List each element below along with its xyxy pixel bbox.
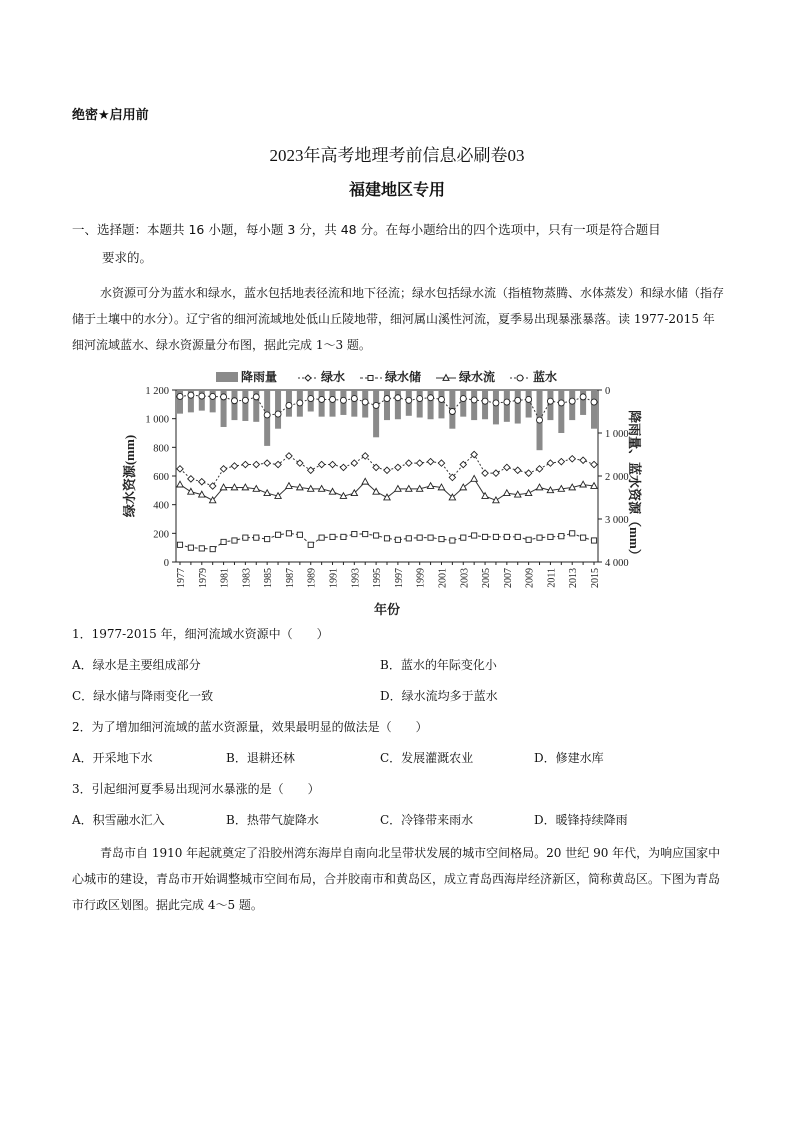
question-2-stem: 2．为了增加细河流域的蓝水资源量，效果最明显的做法是（ ）	[72, 720, 428, 734]
section-line-1: 一、选择题：本题共 16 小题，每小题 3 分，共 48 分。在每小题给出的四个选项中，只有一项是符合题目	[72, 222, 661, 237]
green-water-storage-point	[559, 534, 564, 539]
green-water-storage-point	[275, 532, 280, 537]
green-water-flow-point	[580, 481, 586, 487]
x-axis-tick-label: 1995	[372, 568, 384, 588]
blue-water-point	[438, 396, 444, 402]
blue-water-point	[188, 392, 194, 398]
green-water-storage-point	[384, 536, 389, 541]
green-water-point	[253, 461, 259, 467]
blue-water-point	[558, 400, 564, 406]
green-water-flow-point	[286, 483, 292, 489]
left-axis-tick-label: 600	[153, 472, 169, 483]
green-water-point	[395, 464, 401, 470]
blue-water-point	[384, 396, 390, 402]
green-water-flow-point	[395, 486, 401, 492]
left-axis-tick-label: 1 200	[145, 386, 169, 397]
green-water-flow-point	[177, 481, 183, 487]
green-water-storage-point	[537, 535, 542, 540]
green-water-storage-point	[308, 542, 313, 547]
left-axis-tick-label: 800	[153, 443, 169, 455]
green-water-flow-point	[504, 490, 510, 496]
q3-option-d[interactable]: D．暖锋持续降雨	[534, 813, 628, 827]
x-axis-tick-label: 1987	[284, 568, 296, 588]
green-water-storage-point	[297, 532, 302, 537]
q1-option-c[interactable]: C．绿水储与降雨变化一致	[72, 689, 214, 703]
rainfall-bar	[330, 390, 336, 417]
legend-blue-water-label: 蓝水	[533, 370, 558, 384]
rainfall-bar	[417, 390, 423, 418]
q3-option-a[interactable]: A．积雪融水汇入	[72, 813, 165, 827]
q2-option-a[interactable]: A．开采地下水	[72, 751, 153, 765]
green-water-storage-point	[374, 533, 379, 538]
green-water-storage-point	[570, 531, 575, 536]
rainfall-bar	[231, 390, 237, 420]
question-3-stem: 3．引起细河夏季易出现河水暴涨的是（ ）	[72, 782, 320, 796]
blue-water-point	[231, 398, 237, 404]
green-water-point	[591, 461, 597, 467]
green-water-flow-point	[362, 478, 368, 484]
green-water-storage-point	[210, 547, 215, 552]
blue-water-point	[460, 396, 466, 402]
x-axis-tick-label: 2005	[481, 568, 493, 588]
green-water-storage-point	[265, 536, 270, 541]
green-water-storage-point	[395, 537, 400, 542]
left-axis-tick-label: 0	[163, 558, 169, 569]
green-water-storage-point	[286, 531, 291, 536]
x-axis-tick-label: 1979	[197, 568, 209, 588]
green-water-storage-point	[363, 531, 368, 536]
green-water-storage-point	[461, 535, 466, 540]
x-axis-tick-label: 1981	[219, 568, 231, 588]
q1-option-b[interactable]: B．蓝水的年际变化小	[380, 658, 497, 672]
blue-water-point	[417, 396, 423, 402]
q1-option-d[interactable]: D．绿水流均多于蓝水	[380, 689, 498, 703]
x-axis-tick-label: 1989	[306, 568, 318, 588]
green-water-point	[242, 461, 248, 467]
green-water-flow-point	[525, 490, 531, 496]
green-water-point	[493, 470, 499, 476]
green-water-point	[362, 453, 368, 459]
green-water-storage-point	[581, 535, 586, 540]
x-axis-tick-label: 1997	[393, 568, 405, 588]
green-water-point	[188, 476, 194, 482]
left-axis-tick-label: 400	[153, 500, 169, 512]
x-axis-label: 年份	[373, 602, 401, 617]
blue-water-point	[199, 393, 205, 399]
green-water-storage-point	[526, 537, 531, 542]
q2-option-d[interactable]: D．修建水库	[534, 751, 604, 765]
green-water-flow-point	[318, 486, 324, 492]
q1-option-a[interactable]: A．绿水是主要组成部分	[72, 658, 201, 672]
right-axis-tick-label: 0	[605, 386, 611, 397]
green-water-storage-point	[504, 534, 509, 539]
exam-title: 2023年高考地理考前信息必刷卷03	[269, 146, 525, 165]
blue-water-point	[308, 396, 314, 402]
blue-water-point	[537, 417, 543, 423]
question-1-stem: 1．1977-2015 年，细河流域水资源中（ ）	[72, 627, 329, 641]
rainfall-bar	[242, 390, 248, 421]
blue-water-point	[340, 397, 346, 403]
legend-green-water-marker	[305, 375, 311, 381]
green-water-point	[406, 460, 412, 466]
x-axis-tick-label: 1999	[415, 568, 427, 588]
blue-water-point	[210, 393, 216, 399]
green-water-flow-point	[384, 494, 390, 500]
water-resources-chart	[120, 366, 640, 622]
green-water-storage-point	[428, 535, 433, 540]
green-water-point	[220, 466, 226, 472]
green-water-storage-point	[591, 538, 596, 543]
green-water-storage-point	[450, 538, 455, 543]
rainfall-bar	[471, 390, 477, 420]
green-water-point	[384, 467, 390, 473]
x-axis-tick-label: 2015	[590, 568, 601, 588]
blue-water-point	[406, 397, 412, 403]
green-water-storage-point	[319, 535, 324, 540]
green-water-storage-point	[406, 536, 411, 541]
green-water-storage-point	[341, 534, 346, 539]
blue-water-point	[242, 397, 248, 403]
left-axis-tick-label: 200	[153, 529, 169, 541]
green-water-point	[515, 467, 521, 473]
section-heading	[72, 216, 724, 272]
green-water-storage-point	[188, 545, 193, 550]
confidential-label: 绝密★启用前	[72, 108, 149, 123]
green-water-flow-point	[460, 484, 466, 490]
green-water-point	[558, 458, 564, 464]
blue-water-point	[330, 396, 336, 402]
x-axis-tick-label: 1991	[328, 568, 340, 588]
green-water-storage-point	[515, 534, 520, 539]
green-water-flow-point	[188, 488, 194, 494]
rainfall-bar	[515, 390, 521, 424]
green-water-storage-point	[243, 535, 248, 540]
green-water-point	[264, 460, 270, 466]
green-water-point	[438, 460, 444, 466]
x-axis-tick-label: 2003	[459, 568, 471, 588]
green-water-storage-point	[352, 531, 357, 536]
blue-water-point	[547, 398, 553, 404]
green-water-storage-point	[548, 534, 553, 539]
x-axis-tick-label: 2013	[568, 568, 580, 588]
rainfall-bar	[373, 390, 379, 437]
green-water-storage-point	[330, 534, 335, 539]
blue-water-point	[373, 402, 379, 408]
green-water-storage-point	[493, 534, 498, 539]
right-axis-tick-label: 3 000	[605, 515, 629, 526]
left-axis-tick-label: 1 000	[145, 414, 169, 426]
rainfall-bar	[275, 390, 281, 429]
green-water-point	[427, 458, 433, 464]
green-water-flow-point	[406, 486, 412, 492]
green-water-storage-point	[482, 534, 487, 539]
blue-water-point	[286, 402, 292, 408]
green-water-point	[297, 460, 303, 466]
green-water-point	[504, 464, 510, 470]
green-water-point	[177, 466, 183, 472]
blue-water-point	[515, 397, 521, 403]
blue-water-point	[221, 394, 227, 400]
blue-water-point	[471, 397, 477, 403]
blue-water-point	[493, 400, 499, 406]
green-water-point	[340, 464, 346, 470]
green-water-point	[580, 457, 586, 463]
section-line-2: 要求的。	[102, 250, 153, 265]
x-axis-tick-label: 1983	[241, 568, 253, 588]
green-water-point	[308, 467, 314, 473]
green-water-point	[318, 461, 324, 467]
right-axis-tick-label: 2 000	[605, 472, 629, 483]
blue-water-point	[526, 396, 532, 402]
q3-option-b[interactable]: B．热带气旋降水	[226, 813, 319, 827]
left-axis-label: 绿水资源(mm)	[122, 434, 137, 518]
rainfall-bar	[460, 390, 466, 417]
green-water-flow-point	[427, 483, 433, 489]
green-water-storage-point	[177, 542, 182, 547]
legend-green-water-label: 绿水	[321, 370, 346, 384]
green-water-flow-point	[471, 475, 477, 481]
green-water-point	[329, 461, 335, 467]
right-axis-tick-label: 1 000	[605, 429, 629, 440]
green-water-point	[525, 470, 531, 476]
passage-qingdao: 青岛市自 1910 年起就奠定了沿胶州湾东海岸自南向北呈带状发展的城市空间格局。20 世纪 90 年代，为响应国家中心城市的建设，青岛市开始调整城市空间布局，合并胶南市和黄岛区，成立青岛西海岸经济新区，简称黄岛区。下图为青岛市行政区划图。据此完成 4～5 题。	[72, 846, 721, 912]
x-axis-tick-label: 2007	[502, 568, 514, 588]
rainfall-bar	[319, 390, 325, 417]
exam-subtitle: 福建地区专用	[348, 180, 445, 199]
q2-option-c[interactable]: C．发展灌溉农业	[380, 751, 474, 765]
right-axis-tick-label: 4 000	[605, 558, 629, 569]
blue-water-point	[482, 398, 488, 404]
blue-water-point	[362, 399, 368, 405]
green-water-point	[231, 463, 237, 469]
q2-option-b[interactable]: B．退耕还林	[226, 751, 295, 765]
green-water-storage-point	[472, 533, 477, 538]
x-axis-tick-label: 2011	[546, 568, 558, 588]
rainfall-bar	[351, 390, 357, 417]
blue-water-point	[177, 393, 183, 399]
x-axis-tick-label: 1977	[176, 568, 187, 588]
green-water-point	[482, 470, 488, 476]
blue-water-point	[253, 394, 259, 400]
rainfall-bar	[493, 390, 499, 424]
blue-water-point	[395, 395, 401, 401]
green-water-point	[351, 460, 357, 466]
x-axis-tick-label: 1985	[263, 568, 275, 588]
blue-water-point	[264, 412, 270, 418]
legend-green-storage-marker	[368, 376, 373, 381]
blue-water-point	[449, 409, 455, 415]
green-water-storage-point	[221, 539, 226, 544]
right-axis-label: 降雨量、蓝水资源（mm）	[627, 410, 642, 562]
rainfall-bar	[384, 390, 390, 420]
green-water-point	[209, 483, 215, 489]
green-water-flow-point	[536, 484, 542, 490]
blue-water-point	[297, 400, 303, 406]
blue-water-point	[580, 394, 586, 400]
legend-blue-water-marker	[517, 375, 523, 381]
green-water-point	[547, 460, 553, 466]
rainfall-bar	[558, 390, 564, 433]
rainfall-bar	[438, 390, 444, 418]
green-water-storage-point	[417, 535, 422, 540]
x-axis-tick-label: 1993	[350, 568, 362, 588]
blue-water-point	[275, 411, 281, 417]
green-water-storage-point	[232, 538, 237, 543]
green-water-point	[569, 456, 575, 462]
blue-water-point	[351, 396, 357, 402]
blue-water-point	[319, 396, 325, 402]
legend-green-storage-label: 绿水储	[385, 370, 422, 384]
rainfall-bar	[504, 390, 510, 422]
rainfall-bar	[591, 390, 597, 429]
green-water-flow-point	[482, 493, 488, 499]
legend-green-flow-label: 绿水流	[459, 370, 496, 384]
rainfall-bar	[569, 390, 575, 420]
green-water-storage-point	[254, 535, 259, 540]
passage-water-resources: 水资源可分为蓝水和绿水，蓝水包括地表径流和地下径流；绿水包括绿水流（指植物蒸腾、水体蒸发）和绿水储（指存储于土壤中的水分）。辽宁省的细河流域地处低山丘陵地带，细河属山溪性河流，夏季易出现暴涨暴落。读 1977-2015 年细河流域蓝水、绿水资源量分布图，据此完成 1～3 题。	[72, 286, 725, 352]
legend-rainfall-label: 降雨量	[241, 370, 278, 384]
green-water-point	[536, 466, 542, 472]
legend-rainfall-swatch	[216, 372, 238, 382]
blue-water-point	[591, 399, 597, 405]
green-water-storage-point	[439, 536, 444, 541]
green-water-storage-point	[199, 546, 204, 551]
blue-water-point	[504, 399, 510, 405]
green-water-point	[199, 479, 205, 485]
blue-water-point	[569, 398, 575, 404]
blue-water-point	[428, 395, 434, 401]
green-water-point	[416, 460, 422, 466]
x-axis-tick-label: 2001	[437, 568, 449, 588]
x-axis-tick-label: 2009	[524, 568, 536, 588]
q3-option-c[interactable]: C．冷锋带来雨水	[380, 813, 474, 827]
